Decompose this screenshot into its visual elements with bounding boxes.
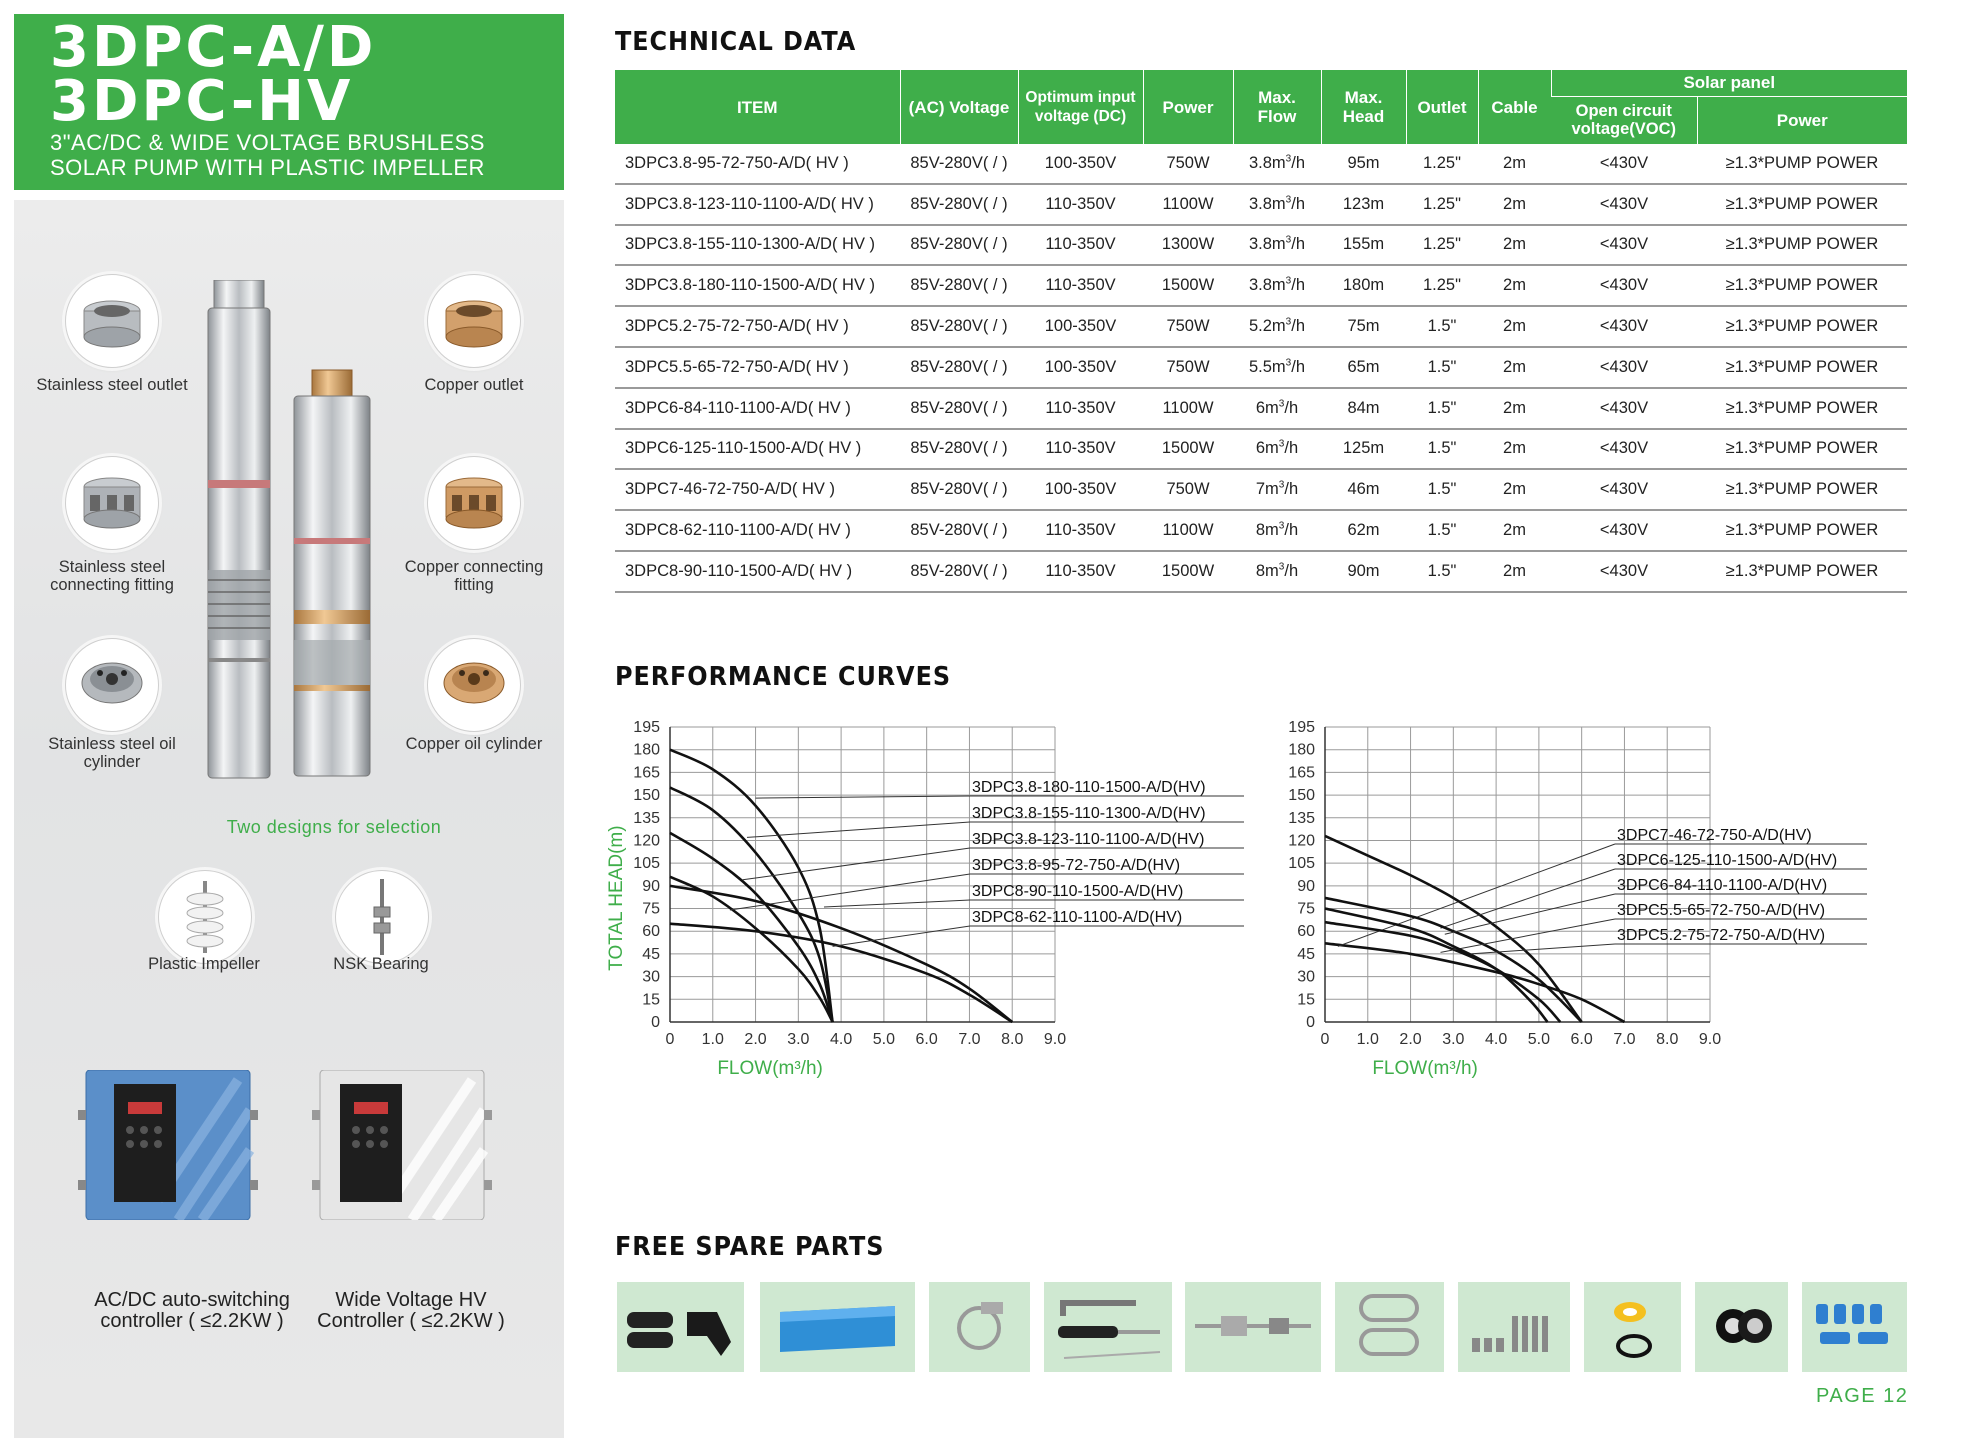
cell-power: 1100W [1143,388,1233,429]
x-tick-label: 0 [665,1031,675,1048]
cell-dc-voltage: 110-350V [1018,184,1143,225]
two-designs-caption: Two designs for selection [226,817,442,837]
cell-cable: 2m [1478,265,1551,306]
acdc-controller-label: AC/DC auto-switching controller ( ≤2.2KW ) [94,1289,290,1332]
cell-outlet: 1.25" [1406,265,1478,306]
y-tick-label: 120 [633,832,660,850]
cell-max-head: 75m [1321,306,1406,347]
y-axis-label: TOTAL HEAD(m) [606,825,627,971]
y-tick-label: 15 [642,991,660,1009]
cell-power: 1300W [1143,225,1233,266]
seal-tape-icon [1584,1282,1681,1372]
spare-part-seal-tape [1584,1282,1681,1372]
spare-part-insulation-tape [1695,1282,1788,1372]
stainless-outlet-icon [66,275,158,367]
stainless-pump-illustration [208,280,270,778]
y-tick-label: 135 [633,809,660,827]
series-label: 3DPC8-90-110-1500-A/D(HV) [972,883,1184,900]
col-item: ITEM [615,70,900,144]
spare-part-pump-shaft [1185,1282,1321,1372]
cell-ac-voltage: 85V-280V( / ) [900,184,1018,225]
model-title-hv: 3DPC-HV [50,69,354,134]
x-tick-label: 4.0 [829,1031,853,1048]
pump-shaft-icon [1185,1282,1321,1372]
series-label: 3DPC6-84-110-1100-A/D(HV) [1617,877,1828,894]
cell-voc: <430V [1551,469,1697,510]
copper-outlet-image [427,274,521,368]
y-tick-label: 75 [1297,900,1315,918]
cell-outlet: 1.25" [1406,144,1478,184]
copper-pump-illustration [294,370,370,776]
series-label: 3DPC3.8-180-110-1500-A/D(HV) [972,779,1206,796]
insulation-tape-icon [1695,1282,1788,1372]
series-label: 3DPC5.2-75-72-750-A/D(HV) [1617,927,1826,944]
cell-outlet: 1.5" [1406,469,1478,510]
y-tick-label: 165 [1288,764,1315,782]
hose-clamp-icon [929,1282,1030,1372]
product-subtitle: 3"AC/DC & WIDE VOLTAGE BRUSHLESS SOLAR PUMP WITH PLASTIC IMPELLER [50,130,485,180]
cell-voc: <430V [1551,265,1697,306]
spare-part-carabiners [1335,1282,1444,1372]
x-axis-label: FLOW(m³/h) [717,1058,823,1079]
performance-chart-left [600,715,1280,1185]
cell-cable: 2m [1478,388,1551,429]
cell-outlet: 1.5" [1406,510,1478,551]
stainless-fitting-icon [66,457,158,549]
cell-max-flow: $5.5m^3/h$ [1233,347,1321,388]
x-tick-label: 0 [1320,1031,1330,1048]
cell-dc-voltage: 110-350V [1018,429,1143,470]
stainless-cylinder-icon [66,639,158,731]
cell-dc-voltage: 100-350V [1018,306,1143,347]
cell-max-head: 95m [1321,144,1406,184]
cell-dc-voltage: 110-350V [1018,265,1143,306]
cell-ac-voltage: 85V-280V( / ) [900,347,1018,388]
spare-part-terminals [1802,1282,1907,1372]
table-row [615,388,1907,429]
table-row [615,225,1907,266]
x-tick-label: 6.0 [1570,1031,1593,1048]
series-leader-line [824,900,970,907]
cell-item: 3DPC6-84-110-1100-A/D( HV ) [615,388,900,429]
cell-ac-voltage: 85V-280V( / ) [900,388,1018,429]
cell-max-head: 62m [1321,510,1406,551]
cell-cable: 2m [1478,551,1551,592]
cell-outlet: 1.5" [1406,388,1478,429]
plastic-impeller-image [158,870,252,964]
cell-cable: 2m [1478,184,1551,225]
col-voc: Open circuit voltage(VOC) [1551,96,1697,144]
cell-voc: <430V [1551,347,1697,388]
spare-part-tools [1044,1282,1172,1372]
y-tick-label: 90 [642,877,660,895]
spare-part-rubber-sleeves [617,1282,744,1372]
table-row [615,144,1907,184]
cell-outlet: 1.5" [1406,429,1478,470]
cell-power: 1500W [1143,265,1233,306]
cell-max-flow: $6m^3/h$ [1233,388,1321,429]
cell-max-head: 125m [1321,429,1406,470]
cell-ac-voltage: 85V-280V( / ) [900,265,1018,306]
cell-dc-voltage: 100-350V [1018,469,1143,510]
col-outlet: Outlet [1406,70,1478,144]
x-tick-label: 8.0 [1656,1031,1679,1048]
cell-ac-voltage: 85V-280V( / ) [900,225,1018,266]
table-row [615,347,1907,388]
cell-panel-power: ≥1.3*PUMP POWER [1697,347,1907,388]
y-tick-label: 105 [633,855,660,873]
cell-panel-power: ≥1.3*PUMP POWER [1697,429,1907,470]
stainless-fitting-image [65,456,159,550]
shrink-tube-icon [760,1282,915,1372]
copper-cylinder-image [427,638,521,732]
cell-dc-voltage: 100-350V [1018,347,1143,388]
col-max-flow: Max. Flow [1233,70,1321,144]
col-power: Power [1143,70,1233,144]
copper-fitting-label: Copper connecting fitting [404,558,544,594]
plastic-impeller-label: Plastic Impeller [148,955,260,973]
series-line [1325,922,1560,1022]
cell-panel-power: ≥1.3*PUMP POWER [1697,551,1907,592]
series-label: 3DPC3.8-95-72-750-A/D(HV) [972,857,1181,874]
free-spare-parts-title: FREE SPARE PARTS [615,1232,885,1262]
y-tick-label: 150 [633,787,660,805]
y-tick-label: 120 [1288,832,1315,850]
series-label: 3DPC5.5-65-72-750-A/D(HV) [1617,902,1826,919]
y-tick-label: 135 [1288,809,1315,827]
series-label: 3DPC6-125-110-1500-A/D(HV) [1617,852,1838,869]
copper-fitting-icon [428,457,520,549]
acdc-controller-image [78,1070,258,1220]
cell-panel-power: ≥1.3*PUMP POWER [1697,388,1907,429]
plastic-impeller-icon [159,871,251,963]
rubber-sleeve-icon [617,1282,744,1372]
pump-images [194,280,424,780]
y-tick-label: 30 [642,968,660,986]
series-leader-line [747,822,970,837]
technical-data-body [615,144,1907,592]
cell-max-head: 123m [1321,184,1406,225]
page-number: PAGE 12 [1816,1385,1909,1407]
cell-cable: 2m [1478,429,1551,470]
carabiner-icon [1335,1282,1444,1372]
x-tick-label: 3.0 [787,1031,810,1048]
cell-cable: 2m [1478,144,1551,184]
y-tick-label: 0 [651,1014,660,1031]
cell-voc: <430V [1551,429,1697,470]
copper-outlet-label: Copper outlet [424,376,524,394]
table-row [615,551,1907,592]
cell-power: 750W [1143,144,1233,184]
stainless-outlet-image [65,274,159,368]
bolts-icon [1458,1282,1570,1372]
col-max-head: Max. Head [1321,70,1406,144]
series-line [670,833,833,1022]
cell-ac-voltage: 85V-280V( / ) [900,306,1018,347]
col-ac-voltage: (AC) Voltage [900,70,1018,144]
cell-max-flow: $3.8m^3/h$ [1233,144,1321,184]
cell-max-flow: $7m^3/h$ [1233,469,1321,510]
cell-max-flow: $3.8m^3/h$ [1233,225,1321,266]
y-tick-label: 195 [633,719,660,736]
cell-item: 3DPC3.8-123-110-1100-A/D( HV ) [615,184,900,225]
copper-fitting-image [427,456,521,550]
stainless-cylinder-image [65,638,159,732]
cell-ac-voltage: 85V-280V( / ) [900,510,1018,551]
cell-ac-voltage: 85V-280V( / ) [900,429,1018,470]
cell-panel-power: ≥1.3*PUMP POWER [1697,306,1907,347]
cell-item: 3DPC8-90-110-1500-A/D( HV ) [615,551,900,592]
cell-voc: <430V [1551,184,1697,225]
cell-item: 3DPC8-62-110-1100-A/D( HV ) [615,510,900,551]
performance-curves-title: PERFORMANCE CURVES [615,662,951,692]
y-tick-label: 15 [1297,991,1315,1009]
y-tick-label: 180 [633,741,660,759]
cell-cable: 2m [1478,469,1551,510]
technical-data-title: TECHNICAL DATA [615,27,857,57]
spare-part-heat-shrink-tube [760,1282,915,1372]
performance-chart-right [1243,715,1923,1185]
col-panel-power: Power [1697,96,1907,144]
cell-cable: 2m [1478,306,1551,347]
cell-panel-power: ≥1.3*PUMP POWER [1697,510,1907,551]
cell-dc-voltage: 100-350V [1018,144,1143,184]
cell-max-head: 180m [1321,265,1406,306]
product-visual-panel [14,200,564,1438]
y-tick-label: 45 [642,945,660,963]
cell-max-flow: $5.2m^3/h$ [1233,306,1321,347]
cell-max-flow: $8m^3/h$ [1233,510,1321,551]
x-tick-label: 5.0 [872,1031,896,1048]
cell-cable: 2m [1478,347,1551,388]
cell-panel-power: ≥1.3*PUMP POWER [1697,144,1907,184]
cell-max-head: 65m [1321,347,1406,388]
cell-max-flow: $3.8m^3/h$ [1233,184,1321,225]
stainless-fitting-label: Stainless steel connecting fitting [50,558,174,594]
cell-max-head: 46m [1321,469,1406,510]
cell-ac-voltage: 85V-280V( / ) [900,144,1018,184]
cell-max-flow: $3.8m^3/h$ [1233,265,1321,306]
nsk-bearing-label: NSK Bearing [333,955,429,973]
y-tick-label: 165 [633,764,660,782]
series-label: 3DPC8-62-110-1100-A/D(HV) [972,909,1183,926]
product-title-banner [14,14,564,190]
y-tick-label: 90 [1297,877,1315,895]
series-leader-line [1445,894,1615,934]
cell-item: 3DPC5.2-75-72-750-A/D( HV ) [615,306,900,347]
x-tick-label: 1.0 [1356,1031,1379,1048]
y-tick-label: 180 [1288,741,1315,759]
copper-cylinder-icon [428,639,520,731]
cell-power: 750W [1143,306,1233,347]
x-tick-label: 5.0 [1527,1031,1551,1048]
cell-power: 750W [1143,469,1233,510]
cell-dc-voltage: 110-350V [1018,551,1143,592]
series-line [1325,943,1624,1022]
y-tick-label: 60 [642,923,660,941]
cell-panel-power: ≥1.3*PUMP POWER [1697,469,1907,510]
terminals-icon [1802,1282,1907,1372]
y-tick-label: 60 [1297,923,1315,941]
x-tick-label: 2.0 [744,1031,767,1048]
cell-panel-power: ≥1.3*PUMP POWER [1697,265,1907,306]
x-axis-label: FLOW(m³/h) [1372,1058,1478,1079]
x-tick-label: 1.0 [701,1031,724,1048]
col-solar-panel: Solar panel [1551,70,1907,96]
col-cable: Cable [1478,70,1551,144]
model-title-ad: 3DPC-A/D [50,15,377,80]
copper-cylinder-label: Copper oil cylinder [405,735,543,753]
cell-dc-voltage: 110-350V [1018,510,1143,551]
cell-item: 3DPC5.5-65-72-750-A/D( HV ) [615,347,900,388]
cell-voc: <430V [1551,225,1697,266]
cell-item: 3DPC3.8-95-72-750-A/D( HV ) [615,144,900,184]
y-tick-label: 45 [1297,945,1315,963]
x-tick-label: 2.0 [1399,1031,1422,1048]
x-tick-label: 9.0 [1698,1031,1722,1048]
series-line [670,788,833,1022]
cell-voc: <430V [1551,388,1697,429]
series-label: 3DPC3.8-155-110-1300-A/D(HV) [972,805,1206,822]
series-leader-line [743,848,970,880]
table-row [615,429,1907,470]
cell-voc: <430V [1551,551,1697,592]
cell-voc: <430V [1551,144,1697,184]
cell-item: 3DPC7-46-72-750-A/D( HV ) [615,469,900,510]
table-row [615,469,1907,510]
cell-outlet: 1.5" [1406,347,1478,388]
x-tick-label: 6.0 [915,1031,938,1048]
x-tick-label: 7.0 [1613,1031,1636,1048]
cell-max-head: 155m [1321,225,1406,266]
cell-max-flow: $8m^3/h$ [1233,551,1321,592]
table-row [615,510,1907,551]
cell-power: 1100W [1143,184,1233,225]
nsk-bearing-icon [336,871,428,963]
stainless-cylinder-label: Stainless steel oil cylinder [48,735,176,771]
x-tick-label: 7.0 [958,1031,981,1048]
cell-panel-power: ≥1.3*PUMP POWER [1697,184,1907,225]
cell-item: 3DPC3.8-180-110-1500-A/D( HV ) [615,265,900,306]
y-tick-label: 195 [1288,719,1315,736]
cell-cable: 2m [1478,510,1551,551]
cell-item: 3DPC6-125-110-1500-A/D( HV ) [615,429,900,470]
x-tick-label: 3.0 [1442,1031,1465,1048]
cell-dc-voltage: 110-350V [1018,225,1143,266]
cell-panel-power: ≥1.3*PUMP POWER [1697,225,1907,266]
stainless-outlet-label: Stainless steel outlet [36,376,188,394]
cell-max-head: 90m [1321,551,1406,592]
cell-max-head: 84m [1321,388,1406,429]
cell-cable: 2m [1478,225,1551,266]
tools-icon [1044,1282,1172,1372]
cell-power: 1500W [1143,429,1233,470]
technical-data-table [615,70,1907,593]
nsk-bearing-image [335,870,429,964]
y-tick-label: 30 [1297,968,1315,986]
cell-power: 1500W [1143,551,1233,592]
y-tick-label: 150 [1288,787,1315,805]
hv-controller-image [312,1070,492,1220]
cell-outlet: 1.25" [1406,225,1478,266]
cell-max-flow: $6m^3/h$ [1233,429,1321,470]
cell-ac-voltage: 85V-280V( / ) [900,551,1018,592]
table-row [615,306,1907,347]
copper-outlet-icon [428,275,520,367]
cell-outlet: 1.5" [1406,306,1478,347]
cell-outlet: 1.5" [1406,551,1478,592]
spare-part-hose-clamp [929,1282,1030,1372]
cell-voc: <430V [1551,306,1697,347]
x-tick-label: 8.0 [1001,1031,1024,1048]
cell-power: 1100W [1143,510,1233,551]
series-label: 3DPC3.8-123-110-1100-A/D(HV) [972,831,1205,848]
cell-voc: <430V [1551,510,1697,551]
y-tick-label: 75 [642,900,660,918]
cell-power: 750W [1143,347,1233,388]
y-tick-label: 105 [1288,855,1315,873]
x-tick-label: 4.0 [1484,1031,1508,1048]
table-row [615,265,1907,306]
x-tick-label: 9.0 [1043,1031,1067,1048]
cell-ac-voltage: 85V-280V( / ) [900,469,1018,510]
series-label: 3DPC7-46-72-750-A/D(HV) [1617,827,1812,844]
series-leader-line [833,926,970,946]
cell-dc-voltage: 110-350V [1018,388,1143,429]
table-row [615,184,1907,225]
hv-controller-label: Wide Voltage HV Controller ( ≤2.2KW ) [317,1289,505,1332]
cell-item: 3DPC3.8-155-110-1300-A/D( HV ) [615,225,900,266]
series-leader-line [756,796,970,798]
cell-outlet: 1.25" [1406,184,1478,225]
spare-part-bolts [1458,1282,1570,1372]
col-dc-voltage: Optimum input voltage (DC) [1018,70,1143,144]
y-tick-label: 0 [1306,1014,1315,1031]
